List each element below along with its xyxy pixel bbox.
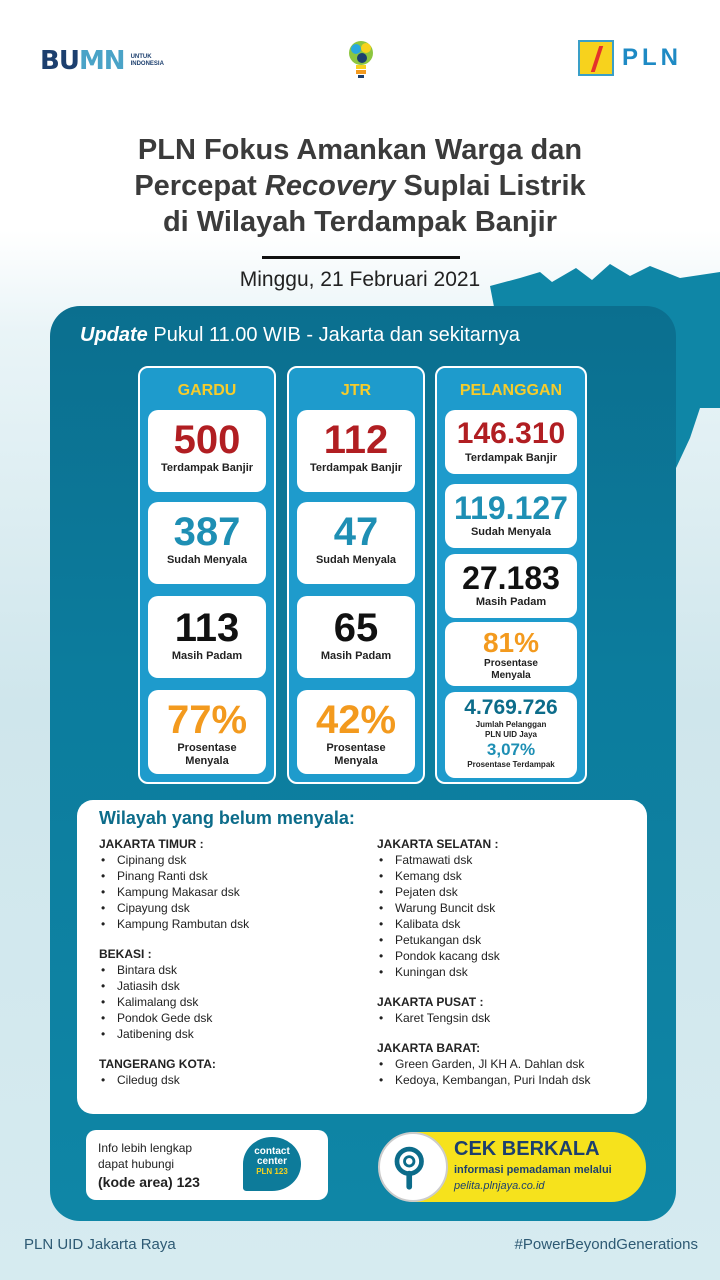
wilayah-list-item: • Kalibata dsk xyxy=(377,916,590,932)
gardu-terdampak-label: Terdampak Banjir xyxy=(160,462,254,474)
wilayah-group-title: BEKASI : xyxy=(99,947,152,961)
jtr-terdampak-label: Terdampak Banjir xyxy=(309,462,403,474)
wilayah-list-item: • Karet Tengsin dsk xyxy=(377,1010,590,1026)
title-line-1: PLN Fokus Amankan Warga dan xyxy=(137,134,583,166)
jtr-persen-value: 42% xyxy=(315,698,397,742)
wilayah-group-title: TANGERANG KOTA: xyxy=(99,1057,216,1071)
wilayah-list-item: • Pondok kacang dsk xyxy=(377,948,590,964)
jtr-menyala-card xyxy=(297,502,415,584)
update-banner: Update Pukul 11.00 WIB - Jakarta dan sekitarnya xyxy=(80,324,520,346)
gardu-menyala-card xyxy=(148,502,266,584)
wilayah-list-item: • Kampung Makasar dsk xyxy=(99,884,249,900)
title-line-3: di Wilayah Terdampak Banjir xyxy=(162,206,558,238)
bumn-mark-a: BU xyxy=(40,46,79,76)
wilayah-list-item: • Cipinang dsk xyxy=(99,852,249,868)
pelanggan-menyala-label: Sudah Menyala xyxy=(470,526,552,538)
jtr-padam-label: Masih Padam xyxy=(320,650,392,662)
gardu-padam-card xyxy=(148,596,266,678)
wilayah-group-title: JAKARTA TIMUR : xyxy=(99,837,204,851)
wilayah-list-item: • Jatibening dsk xyxy=(99,1026,249,1042)
wilayah-group xyxy=(377,836,590,980)
pelanggan-padam-label: Masih Padam xyxy=(475,596,547,608)
bumn-mark-b: MN xyxy=(78,46,125,76)
gardu-terdampak-value: 500 xyxy=(173,418,241,462)
wilayah-group-title: JAKARTA BARAT: xyxy=(377,1041,481,1055)
pelanggan-jumlah-value: 4.769.726 xyxy=(464,696,558,719)
pelanggan-terdampak-persen-value: 3,07% xyxy=(486,740,536,759)
jtr-padam-card xyxy=(297,596,415,678)
pelanggan-title: PELANGGAN xyxy=(459,382,563,399)
wilayah-group xyxy=(99,946,249,1042)
pelanggan-terdampak-label: Terdampak Banjir xyxy=(464,452,558,464)
wilayah-list-item: • Kuningan dsk xyxy=(377,964,590,980)
pelanggan-persen-value: 81% xyxy=(482,627,540,658)
jtr-column xyxy=(287,366,425,784)
gardu-title: GARDU xyxy=(177,382,237,399)
info-line-2: dapat hubungi xyxy=(98,1157,175,1171)
wilayah-group-title: JAKARTA PUSAT : xyxy=(377,995,484,1009)
wilayah-list-item: • Petukangan dsk xyxy=(377,932,590,948)
wilayah-left-column xyxy=(99,836,249,1102)
wilayah-list-item: • Kalimalang dsk xyxy=(99,994,249,1010)
cek-heading: CEK BERKALA xyxy=(454,1138,600,1160)
pln-logo xyxy=(578,40,682,76)
wilayah-list-item: • Warung Buncit dsk xyxy=(377,900,590,916)
pelanggan-menyala-card xyxy=(445,484,577,548)
cek-url-link[interactable]: pelita.plnjaya.co.id xyxy=(454,1180,545,1192)
wilayah-list xyxy=(99,852,249,932)
wilayah-list-item: • Bintara dsk xyxy=(99,962,249,978)
pelanggan-padam-card xyxy=(445,554,577,618)
pelanggan-terdampak-card xyxy=(445,410,577,474)
wilayah-list xyxy=(99,1072,249,1088)
jtr-padam-value: 65 xyxy=(333,606,379,650)
gardu-padam-label: Masih Padam xyxy=(171,650,243,662)
jtr-terdampak-card xyxy=(297,410,415,492)
jtr-menyala-value: 47 xyxy=(333,510,379,554)
wilayah-group xyxy=(99,836,249,932)
footer-left: PLN UID Jakarta Raya xyxy=(24,1236,176,1253)
wilayah-list-item: • Pinang Ranti dsk xyxy=(99,868,249,884)
search-icon xyxy=(378,1132,448,1202)
lightbulb-icon xyxy=(346,38,376,80)
title-divider xyxy=(262,256,460,259)
pelanggan-terdampak-value: 146.310 xyxy=(456,417,566,450)
page-title xyxy=(0,132,720,240)
gardu-menyala-label: Sudah Menyala xyxy=(166,554,248,566)
wilayah-panel xyxy=(77,800,647,1114)
gardu-padam-value: 113 xyxy=(174,606,240,650)
date-label: Minggu, 21 Februari 2021 xyxy=(239,268,481,291)
info-line-3: (kode area) 123 xyxy=(98,1174,200,1190)
wilayah-list-item: • Green Garden, Jl KH A. Dahlan dsk xyxy=(377,1056,590,1072)
wilayah-list-item: • Pejaten dsk xyxy=(377,884,590,900)
pelanggan-persen-card: 81% Prosentase Menyala xyxy=(445,622,577,686)
wilayah-group xyxy=(377,1040,590,1088)
jtr-title: JTR xyxy=(340,382,372,399)
jtr-menyala-label: Sudah Menyala xyxy=(315,554,397,566)
wilayah-list-item: • Kedoya, Kembangan, Puri Indah dsk xyxy=(377,1072,590,1088)
wilayah-list xyxy=(377,852,590,980)
wilayah-group xyxy=(99,1056,249,1088)
footer-hashtag: #PowerBeyondGenerations xyxy=(514,1236,698,1253)
bumn-logo xyxy=(40,46,164,76)
gardu-persen-value: 77% xyxy=(166,698,248,742)
wilayah-right-column xyxy=(377,836,590,1102)
pelanggan-column xyxy=(435,366,587,784)
contact-center-badge: contact center PLN 123 xyxy=(240,1134,304,1194)
wilayah-list-item: • Ciledug dsk xyxy=(99,1072,249,1088)
jtr-persen-card: 42% Prosentase Menyala xyxy=(297,690,415,774)
info-line-1: Info lebih lengkap xyxy=(98,1141,193,1155)
jtr-terdampak-value: 112 xyxy=(323,418,389,462)
wilayah-list xyxy=(99,962,249,1042)
wilayah-heading: Wilayah yang belum menyala: xyxy=(99,808,355,828)
pelanggan-padam-value: 27.183 xyxy=(462,560,560,596)
wilayah-list xyxy=(377,1010,590,1026)
gardu-menyala-value: 387 xyxy=(173,510,241,554)
bumn-sub-1: UNTUK xyxy=(130,54,152,60)
wilayah-group xyxy=(377,994,590,1026)
pln-lightning-icon xyxy=(578,40,614,76)
wilayah-list-item: • Fatmawati dsk xyxy=(377,852,590,868)
wilayah-list-item: • Cipayung dsk xyxy=(99,900,249,916)
gardu-column xyxy=(138,366,276,784)
wilayah-list-item: • Jatiasih dsk xyxy=(99,978,249,994)
cek-berkala-banner[interactable] xyxy=(380,1132,646,1202)
gardu-terdampak-card xyxy=(148,410,266,492)
bumn-sub-2: INDONESIA xyxy=(130,61,164,67)
wilayah-list-item: • Pondok Gede dsk xyxy=(99,1010,249,1026)
wilayah-list-item: • Kampung Rambutan dsk xyxy=(99,916,249,932)
wilayah-list-item: • Kemang dsk xyxy=(377,868,590,884)
wilayah-group-title: JAKARTA SELATAN : xyxy=(377,837,499,851)
gardu-persen-card: 77% Prosentase Menyala xyxy=(148,690,266,774)
pelanggan-jumlah-card: 4.769.726 Jumlah Pelanggan PLN UID Jaya 3,07% Prosentase Terdampak xyxy=(445,692,577,778)
title-line-2: Percepat Recovery Suplai Listrik xyxy=(134,170,586,202)
cek-sub: informasi pemadaman melalui xyxy=(454,1164,612,1176)
wilayah-list xyxy=(377,1056,590,1088)
pln-label: PLN xyxy=(622,44,682,71)
pelanggan-menyala-value: 119.127 xyxy=(454,490,568,526)
